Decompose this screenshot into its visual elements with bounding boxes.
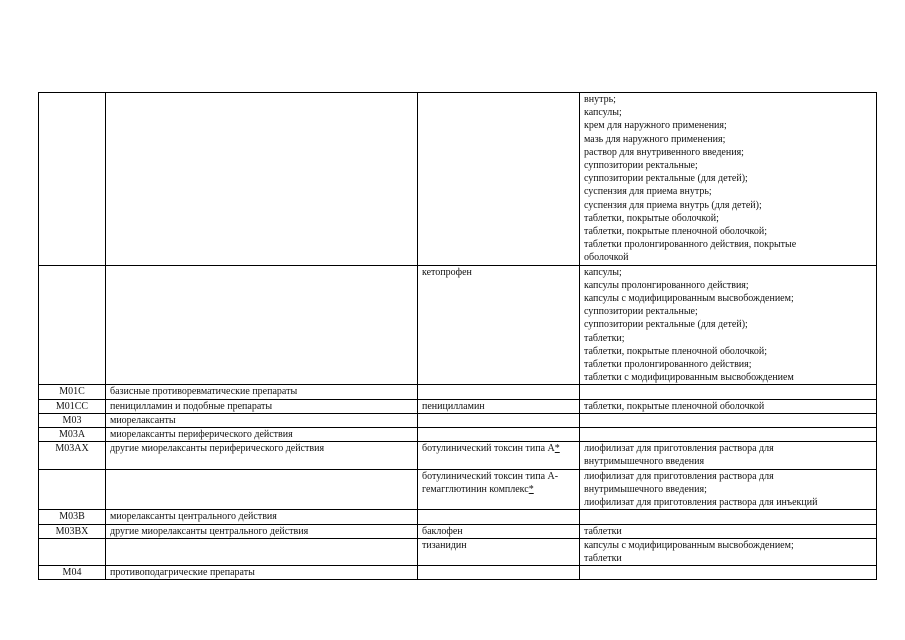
dosage-form-line: суппозитории ректальные (для детей);	[584, 319, 748, 331]
dosage-form-line: лиофилизат для приготовления раствора для	[584, 443, 774, 455]
atc-code-cell: M03B	[39, 510, 106, 524]
drug-table-body	[39, 93, 877, 580]
dosage-form-line: таблетки пролонгированного действия;	[584, 359, 752, 371]
dosage-form-line: таблетки	[584, 552, 622, 564]
atc-code-cell: M03A	[39, 428, 106, 442]
dosage-form-line: капсулы пролонгированного действия;	[584, 279, 749, 291]
group-name-cell: пеницилламин и подобные препараты	[106, 399, 418, 413]
dosage-forms-cell	[580, 469, 877, 510]
group-name-cell: миорелаксанты периферического действия	[106, 428, 418, 442]
atc-code-cell: M03	[39, 413, 106, 427]
dosage-form-line: таблетки пролонгированного действия, покрытые	[584, 239, 797, 251]
group-name-cell	[106, 93, 418, 266]
group-name-cell: другие миорелаксанты центрального действия	[106, 524, 418, 538]
dosage-forms-cell	[580, 524, 877, 538]
dosage-forms-cell	[580, 413, 877, 427]
table-row	[39, 566, 877, 580]
dosage-form-line: таблетки	[584, 525, 622, 537]
atc-code-cell	[39, 538, 106, 565]
table-row	[39, 524, 877, 538]
drug-name-cell	[418, 442, 580, 469]
dosage-form-line: внутримышечного введения;	[584, 483, 707, 495]
group-name-cell	[106, 538, 418, 565]
atc-code-cell: M03AX	[39, 442, 106, 469]
dosage-form-line: таблетки с модифицированным высвобождением	[584, 372, 794, 384]
drug-name: ботулинический токсин типа А	[422, 443, 555, 455]
atc-code-cell: M01C	[39, 385, 106, 399]
dosage-forms-cell	[580, 566, 877, 580]
dosage-form-line: таблетки, покрытые пленочной оболочкой	[584, 400, 765, 412]
drug-name: тизанидин	[422, 539, 467, 551]
dosage-form-line: внутрь;	[584, 94, 616, 105]
dosage-form-line: таблетки, покрытые пленочной оболочкой;	[584, 345, 768, 357]
dosage-form-line: капсулы;	[584, 107, 622, 119]
dosage-forms-cell	[580, 428, 877, 442]
dosage-form-line: таблетки, покрытые пленочной оболочкой;	[584, 226, 768, 238]
drug-name-cell	[418, 385, 580, 399]
atc-code-cell	[39, 265, 106, 385]
table-row	[39, 399, 877, 413]
dosage-form-line: оболочкой	[584, 252, 629, 264]
dosage-form-line: капсулы с модифицированным высвобождением;	[584, 539, 794, 551]
table-row	[39, 538, 877, 565]
group-name-cell: противоподагрические препараты	[106, 566, 418, 580]
atc-code-cell: M01CC	[39, 399, 106, 413]
drug-name: кетопрофен	[422, 266, 472, 278]
atc-code-cell: M04	[39, 566, 106, 580]
dosage-form-line: крем для наружного применения;	[584, 120, 727, 132]
dosage-form-line: лиофилизат для приготовления раствора для инъекций	[584, 497, 818, 509]
drug-name-cell	[418, 538, 580, 565]
table-row	[39, 442, 877, 469]
drug-table	[38, 92, 877, 580]
drug-name-cell	[418, 428, 580, 442]
drug-name-cell	[418, 265, 580, 385]
dosage-form-line: суппозитории ректальные;	[584, 160, 698, 172]
table-row	[39, 510, 877, 524]
group-name-cell: другие миорелаксанты периферического действия	[106, 442, 418, 469]
drug-name-cell	[418, 413, 580, 427]
dosage-form-line: мазь для наружного применения;	[584, 133, 726, 145]
dosage-forms-cell	[580, 510, 877, 524]
atc-code-cell	[39, 469, 106, 510]
drug-name-cell	[418, 399, 580, 413]
dosage-form-line: капсулы с модифицированным высвобождением;	[584, 293, 794, 305]
dosage-forms-cell	[580, 385, 877, 399]
dosage-forms-cell	[580, 538, 877, 565]
dosage-form-line: раствор для внутривенного введения;	[584, 146, 744, 158]
dosage-forms-cell	[580, 442, 877, 469]
drug-name: ботулинический токсин типа А-гемагглютинин комплекс	[422, 470, 559, 495]
dosage-form-line: суппозитории ректальные (для детей);	[584, 173, 748, 185]
dosage-forms-cell	[580, 399, 877, 413]
group-name-cell: миорелаксанты центрального действия	[106, 510, 418, 524]
atc-code-cell	[39, 93, 106, 266]
group-name-cell	[106, 265, 418, 385]
drug-footnote-mark: *	[528, 483, 534, 495]
group-name-cell: базисные противоревматические препараты	[106, 385, 418, 399]
group-name-cell: миорелаксанты	[106, 413, 418, 427]
table-row	[39, 413, 877, 427]
dosage-form-line: таблетки, покрытые оболочкой;	[584, 212, 719, 224]
drug-name: пеницилламин	[422, 400, 485, 412]
group-name-cell	[106, 469, 418, 510]
dosage-form-line: внутримышечного введения	[584, 456, 705, 468]
atc-code-cell: M03BX	[39, 524, 106, 538]
drug-name-cell	[418, 469, 580, 510]
dosage-form-line: суспензия для приема внутрь (для детей);	[584, 199, 762, 211]
dosage-form-line: суспензия для приема внутрь;	[584, 186, 712, 198]
dosage-form-line: суппозитории ректальные;	[584, 306, 698, 318]
table-row	[39, 93, 877, 266]
drug-name-cell	[418, 566, 580, 580]
dosage-forms-cell	[580, 265, 877, 385]
drug-name-cell	[418, 524, 580, 538]
dosage-form-line: капсулы;	[584, 266, 622, 278]
table-row	[39, 385, 877, 399]
table-row	[39, 469, 877, 510]
table-row	[39, 428, 877, 442]
drug-name-cell	[418, 510, 580, 524]
drug-name-cell	[418, 93, 580, 266]
dosage-form-line: лиофилизат для приготовления раствора для	[584, 470, 774, 482]
dosage-form-line: таблетки;	[584, 332, 625, 344]
drug-name: баклофен	[422, 525, 463, 537]
table-row	[39, 265, 877, 385]
drug-footnote-mark: *	[554, 443, 560, 455]
dosage-forms-cell	[580, 93, 877, 266]
